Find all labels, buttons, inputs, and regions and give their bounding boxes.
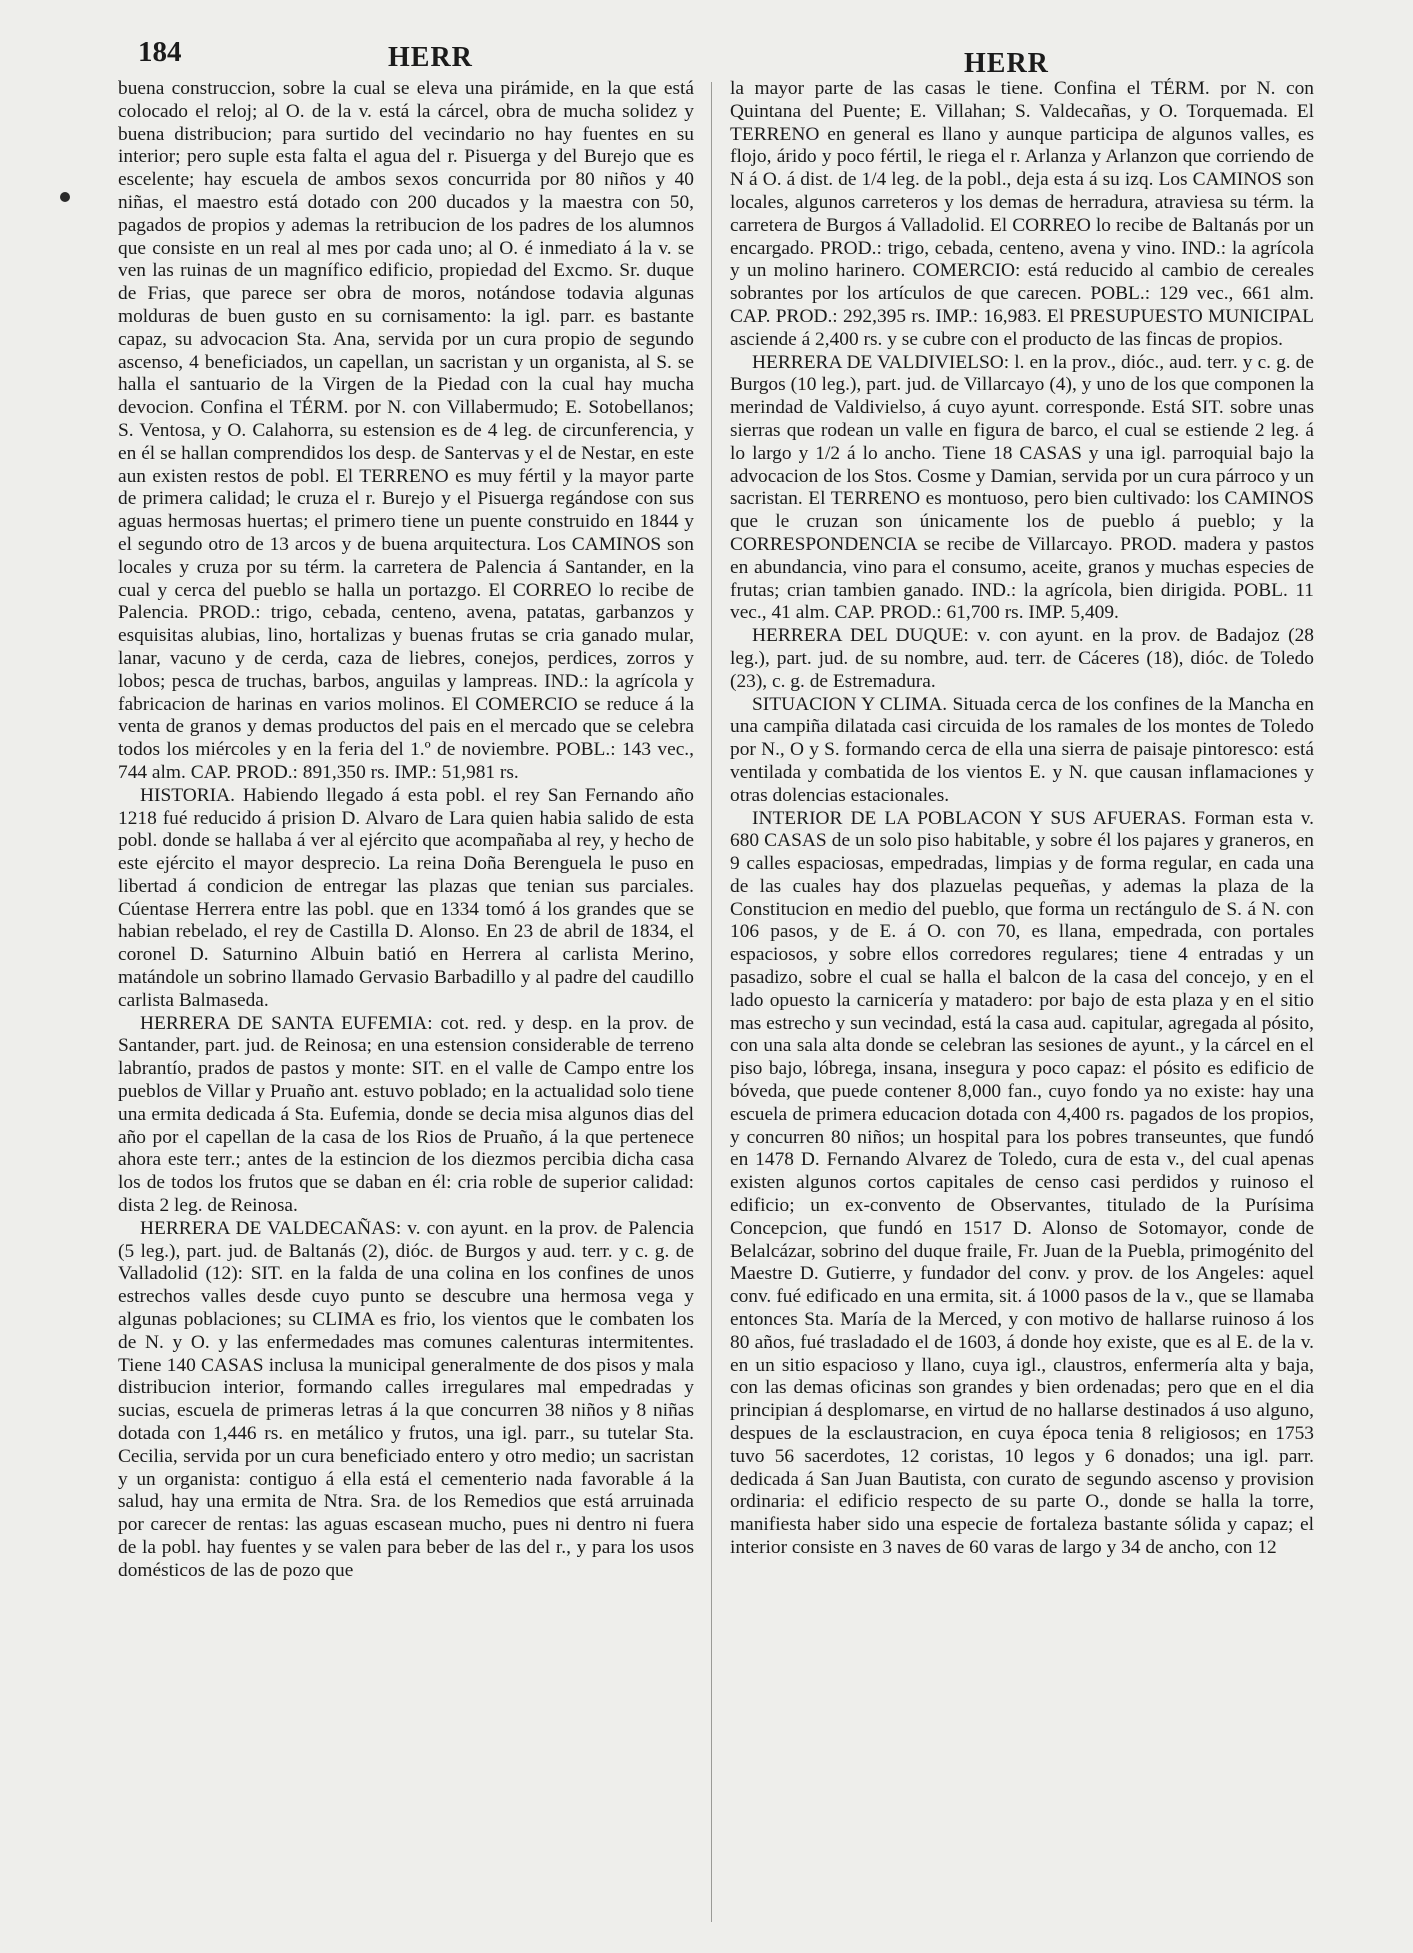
running-head-left: HERR bbox=[388, 42, 473, 73]
paragraph-historia: HISTORIA. Habiendo llegado á esta pobl. el rey San Fernando año 1218 fué reducido á prision D. Alvaro de Lara quien habia salido de esta pobl. donde se hallaba á ver al ejército que acompañaba al rey, y hecho de este ejército el mayor desprecio. La reina Doña Berenguela le puso en libertad á condicion de entregar las plazas que tenian sus parciales. Cúentase Herrera entre las pobl. que en 1334 tomó á los grandes que se habian rebelado, el rey de Castilla D. Alonso. En 23 de abril de 1834, el coronel D. Saturnino Albuin batió en Herrera al carlista Merino, matándole un sobrino llamado Gervasio Barbadillo y al padre del caudillo carlista Balmaseda. bbox=[118, 784, 694, 1011]
entry-herrera-de-santa-eufemia: HERRERA DE SANTA EUFEMIA: cot. red. y desp. en la prov. de Santander, part. jud. de Reinosa; en una estension considerable de terreno labrantío, prados de pastos y monte: SIT. en el valle de Campo entre los pueblos de Villar y Pruaño ant. estuvo poblado; en la actualidad solo tiene una ermita dedicada á Sta. Eufemia, donde se decia misa algunos dias del año por el capellan de la casa de los Rios de Pruaño, á la que pertenece ahora este terr.; antes de la estincion de los diezmos percibia dicha casa los de todos los frutos que se daban en él: cria roble de superior calidad: dista 2 leg. de Reinosa. bbox=[118, 1012, 694, 1217]
page-number: 184 bbox=[138, 36, 182, 68]
running-head-right: HERR bbox=[964, 48, 1049, 79]
paragraph-interior-de-la-poblacion: INTERIOR DE LA POBLACON Y SUS AFUERAS. Forman esta v. 680 CASAS de un solo piso habitable, y sobre él los pajares y graneros, en 9 calles espaciosas, empedradas, limpias y de forma regular, en cada una de las cuales hay dos plazuelas pequeñas, y ademas la plaza de la Constitucion en medio del pueblo, que forma un rectángulo de S. á N. con 106 pasos, y de E. á O. con 70, es llana, empedrada, con portales espaciosos, y sobre ellos corredores regulares; tiene 4 entradas y un pasadizo, sobre el cual se halla el balcon de la casa del concejo, y en el lado opuesto la carnicería y matadero: por bajo de esta plaza y en el sitio mas estrecho y sun vecindad, está la casa aud. capitular, agregada al pósito, con una sala alta donde se celebran las sesiones de ayunt., y la cárcel en el piso bajo, lóbrega, insana, insegura y poco capaz: el pósito es edificio de bóveda, que puede contener 8,000 fan., cuyo fondo ya no existe: hay una escuela de primera educacion dotada con 4,400 rs. pagados de los propios, y concurren 80 niños; un hospital para los pobres transeuntes, que fundó en 1478 D. Fernando Alvarez de Toledo, cura de esta v., del cual apenas existen algunos cortos capitales de censo casi perdidos y ruinoso el edificio; un ex-convento de Observantes, titulado de la Purísima Concepcion, que fundó en 1517 D. Alonso de Sotomayor, conde de Belalcázar, sobrino del duque fraile, Fr. Juan de la Puebla, primogénito del Maestre D. Gutierre, y fundador del conv. y prov. de los Angeles: aquel conv. fué edificado en una ermita, sit. á 1000 pasos de la v., que se llamaba entonces Sta. María de la Merced, y con motivo de hallarse ruinoso á los 80 años, fué trasladado el de 1603, á donde hoy existe, que es al E. de la v. en un sitio espacioso y llano, cuya igl., claustros, enfermería alta y baja, con las demas oficinas son grandes y bien ordenadas; pero que en el dia principian á desplomarse, en virtud de no hallarse destinados á uso alguno, despues de la esclaustracion, en cuya época tenia 8 religiosos; en 1753 tuvo 56 sacerdotes, 12 coristas, 10 legos y 6 donados; una igl. parr. dedicada á San Juan Bautista, con curato de segundo ascenso y provision ordinaria: el edificio respecto de su parte O., donde se halla la torre, manifiesta haber sido una especie de fortaleza bastante sólida y capaz; el interior consiste en 3 naves de 60 varas de largo y 34 de ancho, con 12 bbox=[730, 807, 1314, 1558]
page-header bbox=[0, 36, 1413, 80]
paragraph-situacion-y-clima: SITUACION Y CLIMA. Situada cerca de los confines de la Mancha en una campiña dilatada casi circuida de los ramales de los montes de Toledo por N., O y S. formando cerca de ella una sierra de paisaje pintoresco: está ventilada y combatida de los vientos E. y N. que causan inflamaciones y otras dolencias estacionales. bbox=[730, 693, 1314, 806]
right-column bbox=[730, 78, 1314, 1938]
entry-herrera-de-valdivielso: HERRERA DE VALDIVIELSO: l. en la prov., dióc., aud. terr. y c. g. de Burgos (10 leg.), part. jud. de Villarcayo (4), y uno de los que componen la merindad de Valdivielso, á cuyo ayunt. corresponde. Está SIT. sobre unas sierras que rodean un valle en figura de barco, el cual se estiende 2 leg. á lo largo y 1/2 á lo ancho. Tiene 18 CASAS y una igl. parroquial bajo la advocacion de los Stos. Cosme y Damian, servida por un cura párroco y un sacristan. El TERRENO es montuoso, pero bien cultivado: los CAMINOS que le cruzan son únicamente los de pueblo á pueblo; y la CORRESPONDENCIA se recibe de Villarcayo. PROD. madera y pastos en abundancia, vino para el consumo, aceite, granos y muchas especies de frutas; crian tambien ganado. IND.: la agrícola, bien dirigida. POBL. 11 vec., 41 alm. CAP. PROD.: 61,700 rs. IMP. 5,409. bbox=[730, 351, 1314, 624]
paragraph-continuation: buena construccion, sobre la cual se eleva una pirámide, en la que está colocado el reloj; al O. de la v. está la cárcel, obra de mucha solidez y buena distribucion; para surtido del vecindario no hay fuentes en su interior; pero suple esta falta el agua del r. Pisuerga y del Burejo que es escelente; hay escuela de ambos sexos concurrida por 80 niños y 40 niñas, el maestro está dotado con 200 ducados y la maestra con 50, pagados de propios y ademas la retribucion de los padres de los alumnos que consiste en un real al mes por cada uno; al O. é inmediato á la v. se ven las ruinas de un magnífico edificio, propiedad del Excmo. Sr. duque de Frias, que parece ser obra de moros, notándose todavia algunas molduras de buen gusto en su cornisamento: la igl. parr. es bastante capaz, su advocacion Sta. Ana, servida por un cura propio de segundo ascenso, 4 beneficiados, un capellan, un sacristan y un organista, al S. se halla el santuario de la Virgen de la Piedad con la cual hay mucha devocion. Confina el TÉRM. por N. con Villabermudo; E. Sotobellanos; S. Ventosa, y O. Calahorra, su estension es de 4 leg. de circunferencia, y en él se hallan comprendidos los desp. de Santervas y el de Nestar, en este aun existen restos de pobl. El TERRENO es muy fértil y la mayor parte de primera calidad; le cruza el r. Burejo y el Pisuerga regándose con sus aguas hermosas huertas; el primero tiene un puente construido en 1844 y el segundo otro de 13 arcos y de buena arquitectura. Los CAMINOS son locales y cruza por su térm. la carretera de Palencia á Santander, en la cual y cerca del pueblo se halla un portazgo. El CORREO lo recibe de Palencia. PROD.: trigo, cebada, centeno, avena, patatas, garbanzos y esquisitas alubias, lino, hortalizas y buenas frutas se cria ganado mular, lanar, vacuno y de cerda, caza de liebres, conejos, perdices, zorros y lobos; pesca de truchas, barbos, anguilas y lampreas. IND.: la agrícola y fabricacion de harinas en varios molinos. El COMERCIO se reduce á la venta de granos y demas productos del pais en el mercado que se celebra todos los miércoles y en la feria del 1.º de noviembre. POBL.: 143 vec., 744 alm. CAP. PROD.: 891,350 rs. IMP.: 51,981 rs. bbox=[118, 78, 694, 783]
left-column bbox=[118, 78, 694, 1938]
ink-mark bbox=[60, 192, 70, 202]
column-divider bbox=[711, 82, 712, 1922]
entry-herrera-de-valdecanas: HERRERA DE VALDECAÑAS: v. con ayunt. en la prov. de Palencia (5 leg.), part. jud. de Baltanás (2), dióc. de Burgos y aud. terr. y c. g. de Valladolid (12): SIT. en la falda de una colina en los confines de unos estrechos valles desde cuyo punto se descubre una hermosa vega y algunas poblaciones; su CLIMA es frio, los vientos que le combaten los de N. y O. y las enfermedades mas comunes calenturas intermitentes. Tiene 140 CASAS inclusa la municipal generalmente de dos pisos y mala distribucion interior, formando calles irregulares mal empedradas y sucias, escuela de primeras letras á la que concurren 38 niños y 8 niñas dotada con 1,446 rs. en metálico y frutos, una igl. parr., su tutelar Sta. Cecilia, servida por un cura beneficiado entero y otro medio; un sacristan y un organista: contiguo á ella está el cementerio nada favorable á la salud, hay una ermita de Ntra. Sra. de los Remedios que está arruinada por carecer de rentas: las aguas escasean mucho, pues ni dentro ni fuera de la pobl. hay fuentes y se valen para beber de las del r., y para los usos domésticos de las de pozo que bbox=[118, 1217, 694, 1581]
paragraph-continuation: la mayor parte de las casas le tiene. Confina el TÉRM. por N. con Quintana del Puente; E. Villahan; S. Valdecañas, y O. Torquemada. El TERRENO en general es llano y aunque participa de algunos valles, es flojo, árido y poco fértil, le riega el r. Arlanza y Arlanzon que corriendo de N á O. á dist. de 1/4 leg. de la pobl., deja esta á su izq. Los CAMINOS son locales, algunos carreteros y los demas de herradura, atraviesa su térm. la carretera de Burgos á Valladolid. El CORREO lo recibe de Baltanás por un encargado. PROD.: trigo, cebada, centeno, avena y vino. IND.: la agrícola y un molino harinero. COMERCIO: está reducido al cambio de cereales sobrantes por los artículos de que carecen. POBL.: 129 vec., 661 alm. CAP. PROD.: 292,395 rs. IMP.: 16,983. El PRESUPUESTO MUNICIPAL asciende á 2,400 rs. y se cubre con el producto de las fincas de propios. bbox=[730, 78, 1314, 350]
entry-herrera-del-duque: HERRERA DEL DUQUE: v. con ayunt. en la prov. de Badajoz (28 leg.), part. jud. de su nombre, aud. terr. de Cáceres (18), dióc. de Toledo (23), c. g. de Estremadura. bbox=[730, 625, 1314, 692]
